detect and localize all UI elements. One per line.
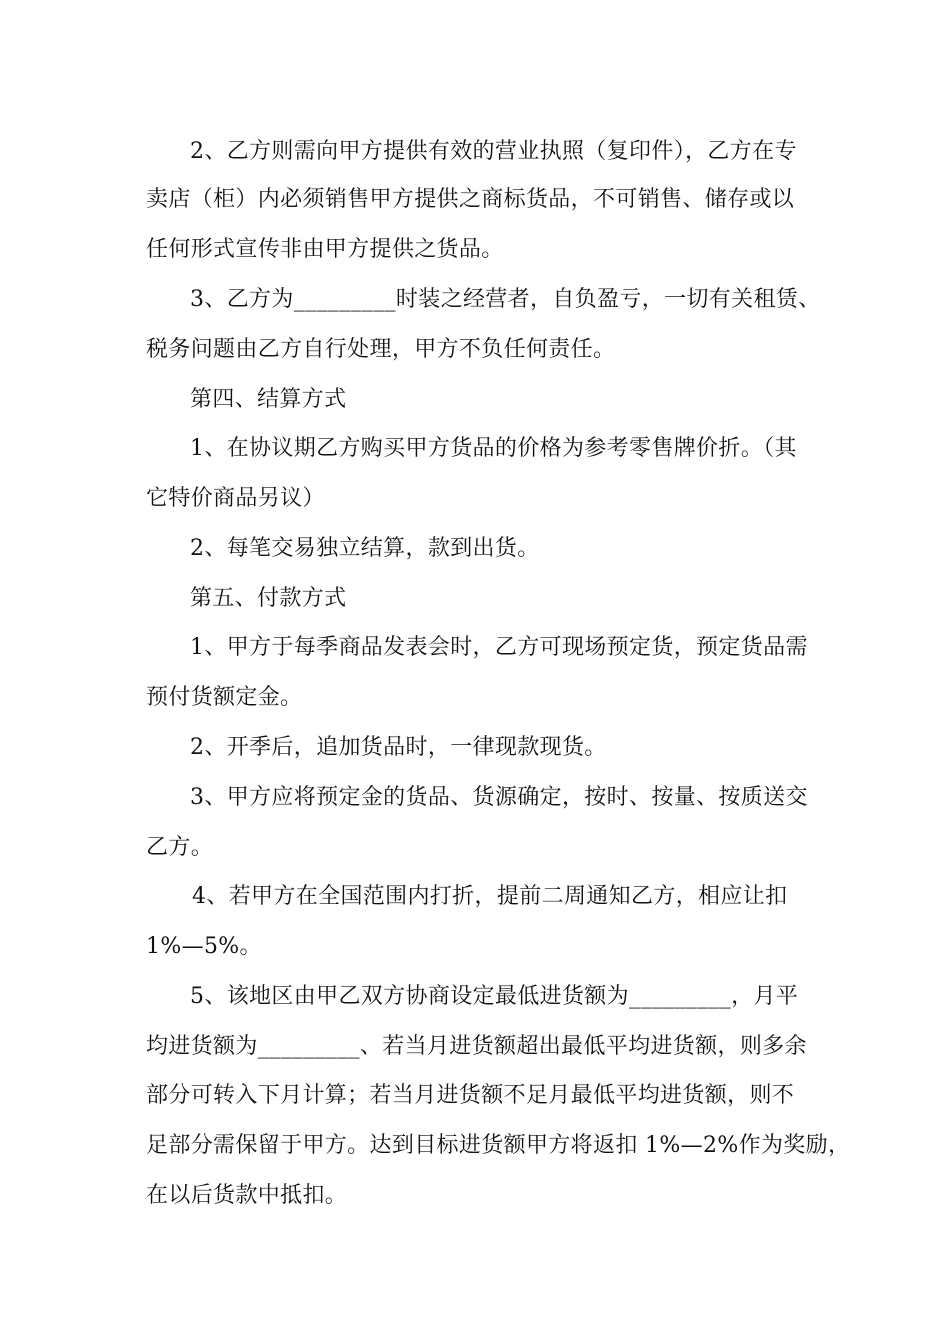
payment-5-line-1: 5、该地区由甲乙双方协商设定最低进货额为_________，月平: [190, 984, 799, 1009]
payment-4-line-2: 1%—5%。: [146, 934, 262, 959]
settlement-1-line-2: 它特价商品另议）: [146, 486, 325, 511]
payment-3-line-1: 3、甲方应将预定金的货品、货源确定，按时、按量、按质送交: [190, 785, 808, 810]
payment-5-line-2: 均进货额为_________、若当月进货额超出最低平均进货额，则多余: [146, 1034, 807, 1059]
payment-5-line-5: 在以后货款中抵扣。: [146, 1183, 348, 1208]
payment-2-line: 2、开季后，追加货品时，一律现款现货。: [190, 735, 607, 760]
section-4-heading: 第四、结算方式: [190, 387, 347, 412]
settlement-1-line-1: 1、在协议期乙方购买甲方货品的价格为参考零售牌价折。（其: [190, 436, 797, 461]
clause-2-line-2: 卖店（柜）内必须销售甲方提供之商标货品，不可销售、储存或以: [146, 187, 795, 212]
payment-4-line-1: 4、若甲方在全国范围内打折，提前二周通知乙方，相应让扣: [192, 884, 788, 909]
payment-1-line-2: 预付货额定金。: [146, 685, 303, 710]
payment-5-line-4: 足部分需保留于甲方。达到目标进货额甲方将返扣 1%—2%作为奖励，: [146, 1133, 851, 1158]
clause-3-line-2: 税务问题由乙方自行处理，甲方不负任何责任。: [146, 337, 616, 362]
payment-5-line-3: 部分可转入下月计算；若当月进货额不足月最低平均进货额，则不: [146, 1083, 795, 1108]
payment-3-line-2: 乙方。: [146, 835, 214, 860]
clause-2-line-3: 任何形式宣传非由甲方提供之货品。: [146, 237, 504, 262]
clause-2-line-1: 2、乙方则需向甲方提供有效的营业执照（复印件），乙方在专: [190, 139, 797, 164]
clause-3-line-1: 3、乙方为_________时装之经营者，自负盈亏，一切有关租赁、: [190, 287, 821, 312]
payment-1-line-1: 1、甲方于每季商品发表会时，乙方可现场预定货，预定货品需: [190, 635, 808, 660]
section-5-heading: 第五、付款方式: [190, 586, 347, 611]
settlement-2-line: 2、每笔交易独立结算，款到出货。: [190, 536, 540, 561]
